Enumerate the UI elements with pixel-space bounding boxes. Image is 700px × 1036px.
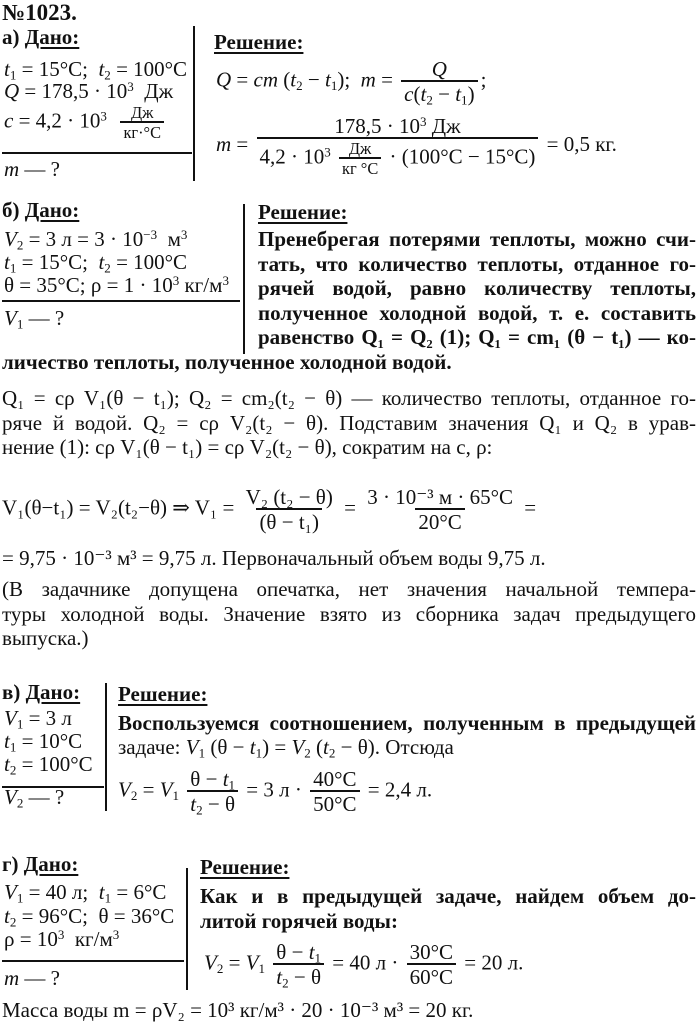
part-a-given-3: $c = 4,2 \cdot 10^3$ $\frac{Дж}{кг\cdot^\circ C}$ — [4, 104, 167, 141]
part-g-given-1: $V_1 = 40$ л; $t_1 = 6^\circ C$ — [4, 880, 167, 906]
part-v-solution-heading: Решение: — [118, 682, 208, 706]
part-a-given-2: $Q = 178,5 \cdot 10^3$ Дж — [4, 78, 174, 103]
part-b-column-divider — [243, 204, 245, 354]
part-a-calculation: m = $178,5 \cdot 10^3$ Дж $4,2 \cdot 10^3$ $\frac{Дж}{кг ^\circ C}$ · (100°C − 15°C) = 0,5 кг. — [216, 113, 617, 179]
part-a-column-divider — [193, 26, 195, 181]
part-g-find: m — ? — [4, 966, 60, 990]
part-v-column-divider — [105, 683, 107, 811]
part-a-solution-heading: Решение: — [214, 30, 304, 54]
part-g-given-2: $t_2 = 96^\circ C$; θ = 36°C — [4, 904, 175, 930]
part-b-given-heading: б) Дано: — [2, 198, 80, 222]
part-v-solution-line-2: задаче: $V_1$ $(\theta - t_1) = V_2$ $(t_2 - \theta)$. Отсюда — [118, 735, 454, 761]
part-b-result: = 9,75 · 10⁻³ м³ = 9,75 л. Первоначальный объем воды 9,75 л. — [2, 546, 546, 570]
part-g-solution-heading: Решение: — [200, 855, 290, 879]
problem-number: №1023. — [2, 0, 77, 25]
part-b-solution-text: Пренебрегая потерями теплоты, можно счи- тать, что количество теплоты, отданное го- рячей водой, равно количеству теплоты, полученное холодной водой, т. е. составить равенство Q₁ = Q₂ (1); Q₁ = cm₁ (θ − t₁) — ко- — [258, 227, 696, 349]
part-v-equation: $V_2 = V_1$ $\frac{\theta - t_1}{t_2 - \theta}$ = 3 л · $\frac{40^\circ C}{50^\circ C}$ = 2,4 л. — [118, 767, 433, 818]
part-g-given-divider — [2, 960, 184, 962]
part-b-given-3: θ = 35°C; $\rho = 1 \cdot 10^3$ $кг/м^3$ — [4, 272, 229, 297]
part-b-find: $V_1$ — ? — [4, 306, 65, 332]
part-b-note: (В задачнике допущена опечатка, нет значения начальной темпера- туры холодной воды. Значение взято из сборника задач предыдущего выпуска.) — [2, 577, 696, 650]
part-g-given-heading: г) Дано: — [2, 852, 79, 876]
part-g-given-3: $\rho = 10^3$ $кг/м^3$ — [4, 926, 120, 951]
part-b-given-divider — [2, 300, 240, 302]
part-b-equation: V₁(θ−t₁) = V₂(t₂−θ) ⇒ V₁ = $\frac{\text{V₂ (t₂ − θ)}}{\text{(θ − t₁)}}$ = $\frac{\text{3 · 10⁻³ м · 65°C}}{20^\circ C}$ = — [2, 485, 537, 535]
part-a-formula: Q = cm $(t_2 - t_1)$; m = $\frac{Q}{c(t_2 - t_1)}$ ; — [216, 57, 487, 108]
part-a-find: m — ? — [4, 157, 60, 181]
part-g-equation: $V_2 = V_1$ $\frac{\theta - t_1}{t_2 - \theta}$ = 40 л · $\frac{30^\circ C}{60^\circ C}$ = 20 л. — [204, 940, 524, 991]
part-v-find: $V_2$ — ? — [4, 785, 65, 811]
part-b-given-2: $t_1 = 15^\circ C$; $t_2 = 100^\circ C$ — [4, 250, 188, 276]
part-v-given-1: $V_1 = 3$ л — [4, 706, 72, 732]
part-v-solution-text: Воспользуемся соотношением, полученным в предыдущей — [118, 711, 696, 735]
part-v-given-2: $t_1 = 10^\circ C$ — [4, 729, 83, 755]
part-a-given-divider — [2, 152, 192, 154]
part-b-paragraph: Q₁ = cρ V₁(θ − t₁); Q₂ = cm₂(t₂ − θ) — количество теплоты, отданное го- ряче й водой. Q₂ = cρ V₂(t₂ − θ). Подставим значения Q₁ и Q₂ в урав- нение (1): cρ V₁(θ − t₁) = cρ V₂(t₂ − θ), сократим на c, ρ: — [2, 386, 696, 459]
part-v-given-heading: в) Дано: — [2, 680, 81, 704]
part-a-given-1: $t_1 = 15^\circ C$; $t_2 = 100^\circ C$ — [4, 57, 188, 83]
part-g-final: Масса воды m = ρV₂ = 10³ кг/м³ · 20 · 10⁻³ м³ = 20 кг. — [2, 998, 474, 1022]
part-g-solution-text: Как и в предыдущей задаче, найдем объем до- литой горячей воды: — [200, 884, 696, 933]
part-b-solution-heading: Решение: — [258, 200, 348, 224]
part-v-given-3: $t_2 = 100^\circ C$ — [4, 752, 93, 778]
part-a-given-heading: а) Дано: — [2, 25, 80, 49]
part-g-column-divider — [186, 868, 188, 990]
part-b-continuation: личество теплоты, полученное холодной водой. — [2, 350, 452, 374]
part-b-given-1: $V_2 = 3$ $л = 3 \cdot 10^{-3}$ $м^3$ — [4, 226, 188, 253]
